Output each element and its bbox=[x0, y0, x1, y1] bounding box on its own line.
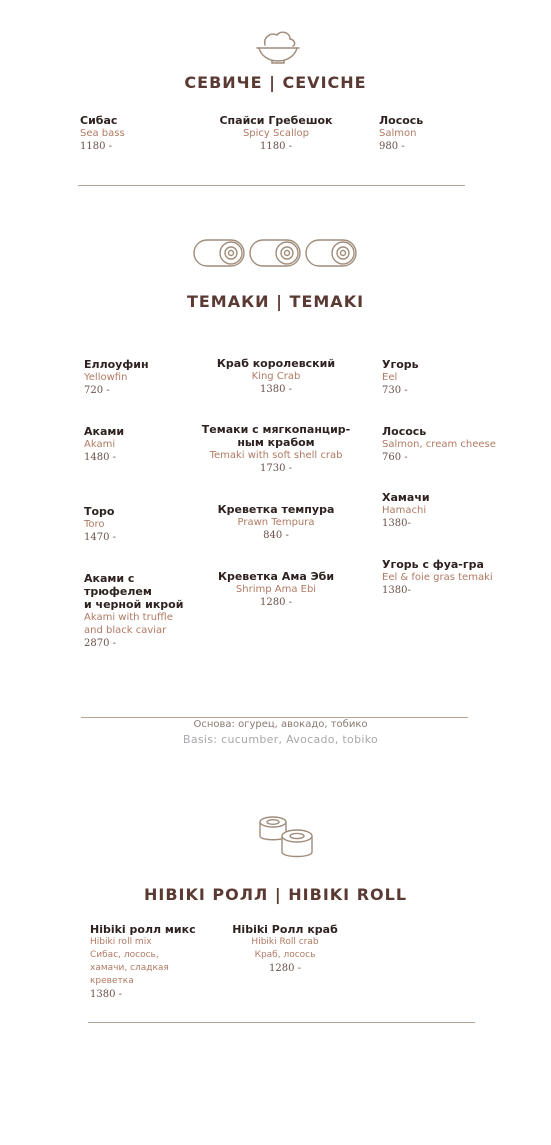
item-price: 1280 - bbox=[268, 963, 301, 974]
item-price: 1380 - bbox=[90, 989, 123, 1000]
item-english-name-line: Akami with truffle bbox=[84, 612, 173, 623]
item-english-name: Salmon, cream cheese bbox=[382, 439, 496, 450]
item-price: 1280 - bbox=[259, 597, 292, 608]
item-english-name: Yellowfin bbox=[84, 372, 128, 383]
menu-item bbox=[382, 358, 542, 398]
item-description-line: Сибас, лосось, bbox=[90, 950, 159, 960]
item-price: 1180 - bbox=[259, 141, 292, 152]
item-name: Hibiki ролл микс bbox=[90, 923, 196, 936]
item-price: 1380- bbox=[382, 518, 411, 529]
menu-item bbox=[225, 923, 345, 976]
item-price: 1380 - bbox=[259, 384, 292, 395]
item-english-name: Toro bbox=[84, 519, 105, 530]
item-name: Краб королевский bbox=[216, 357, 336, 370]
item-name: Еллоуфин bbox=[84, 358, 149, 371]
item-name: Хамачи bbox=[382, 491, 430, 504]
menu-item bbox=[196, 503, 356, 543]
temaki-basis-en: Basis: cucumber, Avocado, tobiko bbox=[182, 733, 379, 746]
item-english-name: Sea bass bbox=[80, 128, 125, 139]
menu-item bbox=[382, 558, 547, 598]
temaki-rolls-icon bbox=[193, 237, 359, 269]
item-name: Спайси Гребешок bbox=[219, 114, 333, 127]
section-divider bbox=[78, 185, 465, 186]
item-name-line: и черной икрой bbox=[84, 598, 184, 611]
menu-item bbox=[382, 425, 542, 465]
menu-item bbox=[382, 491, 542, 531]
item-description-line: креветка bbox=[90, 976, 134, 986]
item-english-name: Eel bbox=[382, 372, 398, 383]
item-english-name: Spicy Scallop bbox=[242, 128, 310, 139]
item-price: 720 - bbox=[84, 385, 110, 396]
item-english-name: Temaki with soft shell crab bbox=[209, 450, 343, 461]
item-name-line: Аками с bbox=[84, 572, 135, 585]
menu-item bbox=[196, 570, 356, 610]
item-price: 980 - bbox=[379, 141, 405, 152]
menu-item bbox=[379, 114, 529, 154]
item-name: Сибас bbox=[80, 114, 118, 127]
item-english-name: Hibiki roll mix bbox=[90, 937, 152, 947]
temaki-heading: ТЕМАКИ | TEMAKI bbox=[186, 292, 365, 311]
item-name: Угорь с фуа-гра bbox=[382, 558, 484, 571]
item-english-name: King Crab bbox=[251, 371, 301, 382]
item-name: Креветка темпура bbox=[217, 503, 335, 516]
item-name: Лосось bbox=[379, 114, 424, 127]
item-name: Торо bbox=[84, 505, 115, 518]
item-description: Краб, лосось bbox=[254, 950, 316, 960]
item-name-line: трюфелем bbox=[84, 585, 152, 598]
item-english-name: Prawn Tempura bbox=[237, 517, 315, 528]
sushi-rolls-icon bbox=[258, 814, 314, 862]
hibiki-heading: HIBIKI РОЛЛ | HIBIKI ROLL bbox=[143, 885, 408, 904]
item-name: Лосось bbox=[382, 425, 427, 438]
menu-item bbox=[90, 923, 240, 1002]
item-english-name: Akami bbox=[84, 439, 116, 450]
item-english-name: Shrimp Ama Ebi bbox=[235, 584, 317, 595]
item-english-name: Eel & foie gras temaki bbox=[382, 572, 493, 583]
item-english-name: Salmon bbox=[379, 128, 417, 139]
item-english-name-line: and black caviar bbox=[84, 625, 167, 636]
item-price: 1470 - bbox=[84, 532, 117, 543]
section-divider bbox=[88, 1022, 475, 1023]
item-english-name: Hibiki Roll crab bbox=[251, 937, 319, 947]
item-description-line: хамачи, сладкая bbox=[90, 963, 169, 973]
item-name: Hibiki Ролл краб bbox=[232, 923, 338, 936]
item-name-line: ным крабом bbox=[237, 436, 315, 449]
item-name: Угорь bbox=[382, 358, 419, 371]
menu-item bbox=[186, 423, 366, 476]
ceviche-heading: СЕВИЧЕ | CEVICHE bbox=[184, 73, 367, 92]
item-name: Креветка Ама Эби bbox=[217, 570, 335, 583]
item-name-line: Темаки с мягкопанцир- bbox=[201, 423, 351, 436]
item-english-name: Hamachi bbox=[382, 505, 427, 516]
item-price: 1180 - bbox=[80, 141, 113, 152]
item-price: 730 - bbox=[382, 385, 408, 396]
item-price: 2870 - bbox=[84, 638, 117, 649]
item-price: 1380- bbox=[382, 585, 411, 596]
menu-item bbox=[201, 114, 351, 154]
temaki-basis-ru: Основа: огурец, авокадо, тобико bbox=[193, 719, 368, 730]
item-price: 840 - bbox=[263, 530, 289, 541]
item-price: 1730 - bbox=[259, 463, 292, 474]
item-name: Аками bbox=[84, 425, 125, 438]
menu-item bbox=[196, 357, 356, 397]
ceviche-bowl-icon bbox=[255, 28, 301, 64]
item-price: 760 - bbox=[382, 452, 408, 463]
section-divider bbox=[81, 717, 468, 718]
item-price: 1480 - bbox=[84, 452, 117, 463]
